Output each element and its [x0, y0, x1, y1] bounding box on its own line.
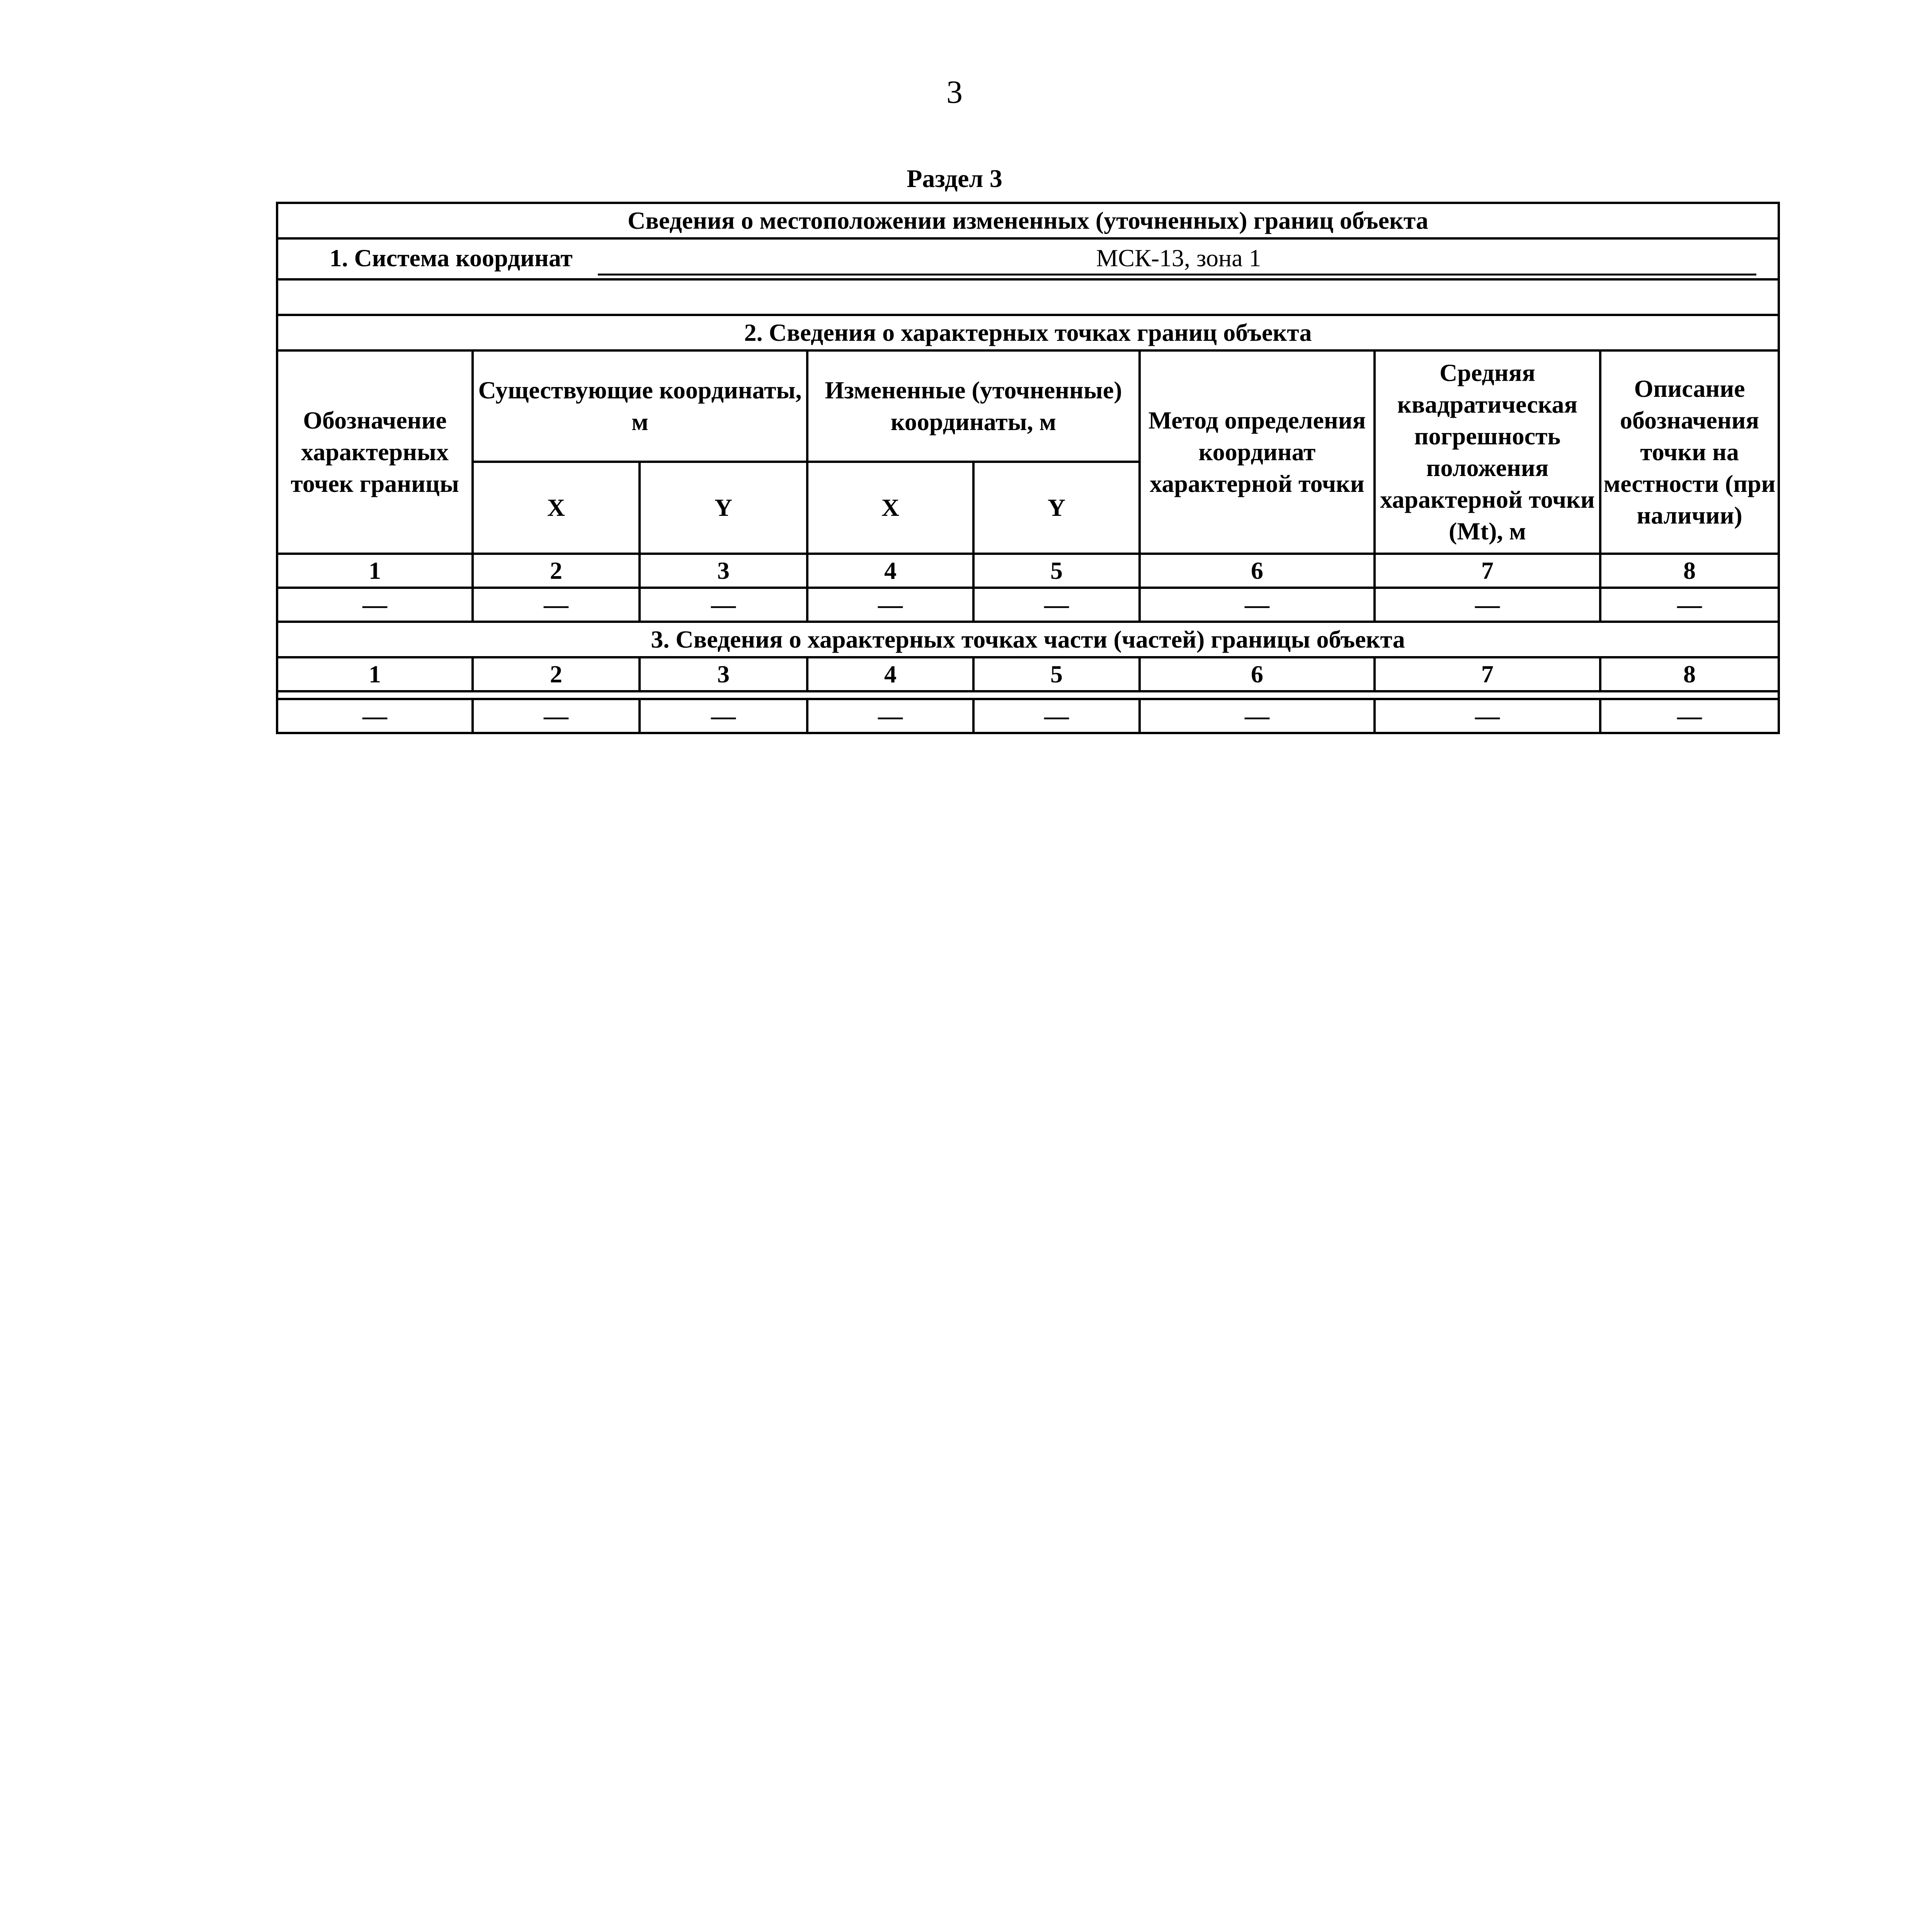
table-cell: — — [807, 588, 973, 622]
table-cell: — — [640, 699, 807, 733]
boundary-table — [276, 202, 1780, 734]
table-cell: — — [1600, 699, 1779, 733]
table-row — [277, 699, 1779, 733]
table-cell: — — [807, 699, 973, 733]
table-cell: — — [1140, 699, 1375, 733]
table-cell: — — [1375, 588, 1600, 622]
table-cell: — — [277, 699, 473, 733]
table-cell: — — [277, 588, 473, 622]
column-number: 5 — [973, 657, 1140, 691]
header-changed: Измененные (уточненные) координаты, м — [807, 350, 1140, 462]
header-existing-x: X — [473, 462, 640, 554]
header-changed-x: X — [807, 462, 973, 554]
column-number: 4 — [807, 657, 973, 691]
header-designation: Обозначение характерных точек границы — [277, 350, 473, 554]
header-error: Средняя квадратическая погрешность положения характерной точки (Mt), м — [1375, 350, 1600, 554]
header-method: Метод определения координат характерной точки — [1140, 350, 1375, 554]
table-caption: Сведения о местоположении измененных (уточненных) границ объекта — [277, 203, 1779, 238]
table-cell: — — [473, 588, 640, 622]
column-number: 5 — [973, 554, 1140, 588]
column-number: 6 — [1140, 657, 1375, 691]
table-cell: — — [973, 588, 1140, 622]
table-row — [277, 588, 1779, 622]
column-number: 1 — [277, 657, 473, 691]
table-cell: — — [1375, 699, 1600, 733]
coord-system-row — [277, 238, 1779, 279]
parts-caption: 3. Сведения о характерных точках части (частей) границы объекта — [277, 622, 1779, 657]
column-number: 1 — [277, 554, 473, 588]
column-number: 2 — [473, 554, 640, 588]
header-description: Описание обозначения точки на местности (при наличии) — [1600, 350, 1779, 554]
table-cell: — — [1600, 588, 1779, 622]
column-number: 3 — [640, 554, 807, 588]
column-number: 3 — [640, 657, 807, 691]
header-existing-y: Y — [640, 462, 807, 554]
parts-column-numbers-row — [277, 657, 1779, 691]
table-cell: — — [1140, 588, 1375, 622]
points-caption: 2. Сведения о характерных точках границ объекта — [277, 315, 1779, 350]
column-number: 7 — [1375, 657, 1600, 691]
coord-system-value: МСК-13, зона 1 — [598, 243, 1756, 276]
header-existing: Существующие координаты, м — [473, 350, 807, 462]
column-numbers-row — [277, 554, 1779, 588]
table-cell: — — [973, 699, 1140, 733]
column-number: 6 — [1140, 554, 1375, 588]
table-spacer — [277, 691, 1779, 699]
coord-system-label: 1. Система координат — [329, 244, 573, 272]
column-number: 8 — [1600, 657, 1779, 691]
header-changed-y: Y — [973, 462, 1140, 554]
column-number: 7 — [1375, 554, 1600, 588]
empty-row — [277, 279, 1779, 315]
section-title: Раздел 3 — [907, 165, 1002, 193]
table-cell: — — [473, 699, 640, 733]
table-cell: — — [640, 588, 807, 622]
column-number: 2 — [473, 657, 640, 691]
page-number: 3 — [946, 74, 963, 110]
spacer-cell — [277, 691, 1779, 699]
column-number: 4 — [807, 554, 973, 588]
column-number: 8 — [1600, 554, 1779, 588]
